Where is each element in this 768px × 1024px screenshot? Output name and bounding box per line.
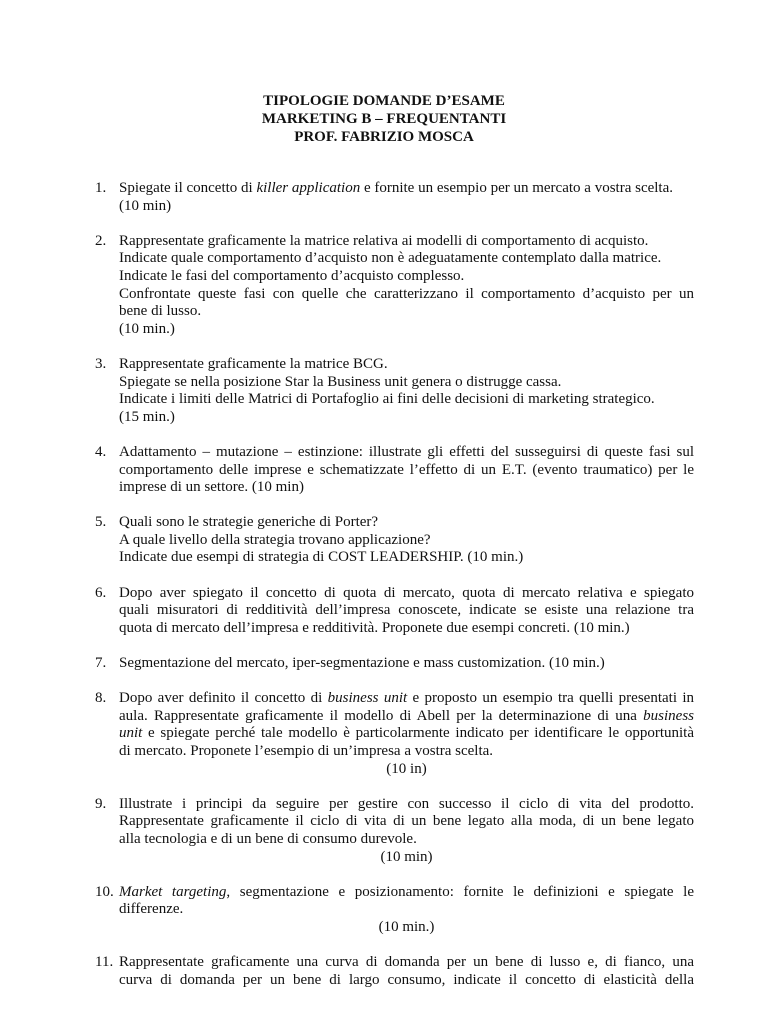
question-1: [95, 180, 694, 215]
question-text-line: A quale livello della strategia trovano applicazione?: [119, 531, 431, 548]
text-segment: e spiegate perché tale modello è particolarmente indicato per identificare le opportunità: [142, 725, 694, 742]
question-text-line: Illustrate i principi da seguire per gestire con successo il ciclo di vita del prodotto.: [119, 795, 694, 812]
question-time: (10 in): [386, 760, 427, 777]
question-11: [95, 954, 694, 989]
question-2: [95, 233, 694, 339]
question-text-line: [119, 708, 694, 726]
question-number: 4.: [95, 443, 107, 460]
italic-term: business unit: [327, 690, 408, 707]
question-list: [95, 180, 694, 1007]
text-segment: , segmentazione e posizionamento: fornite le definizioni e spiegate le: [226, 883, 694, 900]
question-text-line: alla tecnologia e di un bene di consumo durevole.: [119, 830, 417, 847]
question-text-line: Confrontate queste fasi con quelle che caratterizzano il comportamento d’acquisto per un: [119, 285, 694, 302]
question-text-line: Dopo aver spiegato il concetto di quota di mercato, quota di mercato relativa e spiegato: [119, 584, 694, 601]
question-text-line: Indicate le fasi del comportamento d’acquisto complesso.: [119, 267, 465, 284]
question-text-line: Spiegate se nella posizione Star la Business unit genera o distrugge cassa.: [119, 373, 562, 390]
question-text-line: [119, 690, 694, 708]
question-6: [95, 585, 694, 638]
question-text-line: Rappresentate graficamente il ciclo di vita di un bene legato alla moda, di un bene legato: [119, 813, 694, 830]
question-text-line: Quali sono le strategie generiche di Porter?: [119, 514, 379, 531]
question-9: [95, 796, 694, 866]
text-segment: e proposto un esempio tra quelli presentati in: [407, 690, 694, 707]
text-segment: Dopo aver definito il concetto di: [119, 690, 328, 707]
question-text-line: Rappresentate graficamente una curva di domanda per un bene di lusso e, di fianco, una: [119, 954, 694, 971]
question-text-line: imprese di un settore. (10 min): [119, 479, 304, 496]
header-title: TIPOLOGIE DOMANDE D’ESAME: [263, 93, 505, 109]
question-7: [95, 655, 694, 673]
question-number: 7.: [95, 655, 107, 672]
question-5: [95, 514, 694, 567]
question-text-line: differenze.: [119, 901, 184, 918]
question-number: 10.: [95, 883, 114, 900]
text-segment: aula. Rappresentate graficamente il modello di Abell per la determinazione di una: [119, 707, 644, 724]
question-text-line: Rappresentate graficamente la matrice BCG.: [119, 355, 388, 372]
document-header: [0, 92, 768, 146]
question-text-line: Adattamento – mutazione – estinzione: illustrate gli effetti del susseguirsi di queste fasi sul: [119, 443, 694, 460]
question-text-line: Rappresentate graficamente la matrice relativa ai modelli di comportamento di acquisto.: [119, 232, 649, 249]
question-time: (10 min): [119, 197, 172, 214]
question-text: [119, 180, 694, 198]
italic-term: unit: [119, 725, 143, 742]
question-10: [95, 884, 694, 937]
header-professor: PROF. FABRIZIO MOSCA: [294, 129, 474, 145]
question-text-line: Segmentazione del mercato, iper-segmentazione e mass customization. (10 min.): [119, 655, 605, 672]
text-segment: Spiegate il concetto di: [119, 180, 257, 196]
italic-term: killer application: [256, 180, 361, 196]
question-number: 6.: [95, 584, 107, 601]
question-number: 2.: [95, 232, 107, 249]
question-text-line: quota di mercato dell’impresa e redditività. Proponete due esempi concreti. (10 min.): [119, 619, 630, 636]
question-text-line: di mercato. Proponete l’esempio di un’impresa a vostra scelta.: [119, 743, 494, 759]
question-number: 8.: [95, 690, 107, 707]
question-text-line: curva di domanda per un bene di largo consumo, indicate il concetto di elasticità della: [119, 971, 694, 988]
question-text-line: quali misuratori di redditività dell’impresa conoscete, indicate se esiste una relazione tra: [119, 602, 694, 619]
question-text-line: Indicate due esempi di strategia di COST LEADERSHIP. (10 min.): [119, 549, 524, 566]
question-text-line: bene di lusso.: [119, 303, 202, 320]
italic-term: business: [643, 707, 694, 724]
question-text-line: [119, 884, 694, 902]
question-time: (10 min.): [119, 320, 175, 337]
header-course: MARKETING B – FREQUENTANTI: [261, 111, 507, 127]
question-time: (15 min.): [119, 408, 175, 425]
question-number: 1.: [95, 180, 107, 196]
italic-term: Market targeting: [119, 883, 227, 900]
question-text-line: Indicate i limiti delle Matrici di Portafoglio ai fini delle decisioni di marketing strategico.: [119, 391, 655, 408]
question-number: 3.: [95, 355, 107, 372]
question-text-line: [119, 725, 694, 743]
text-segment: e fornite un esempio per un mercato a vostra scelta.: [360, 180, 673, 196]
question-number: 11.: [95, 954, 114, 971]
question-4: [95, 444, 694, 497]
question-time: (10 min.): [378, 918, 435, 935]
question-time: (10 min): [380, 848, 433, 865]
question-number: 9.: [95, 795, 107, 812]
question-text-line: Indicate quale comportamento d’acquisto non è adeguatamente contemplato dalla matrice.: [119, 250, 662, 267]
question-text-line: comportamento delle imprese e schematizzate l’effetto di un E.T. (evento traumatico) per le: [119, 461, 694, 478]
question-8: [95, 690, 694, 778]
question-3: [95, 356, 694, 426]
question-number: 5.: [95, 514, 107, 531]
